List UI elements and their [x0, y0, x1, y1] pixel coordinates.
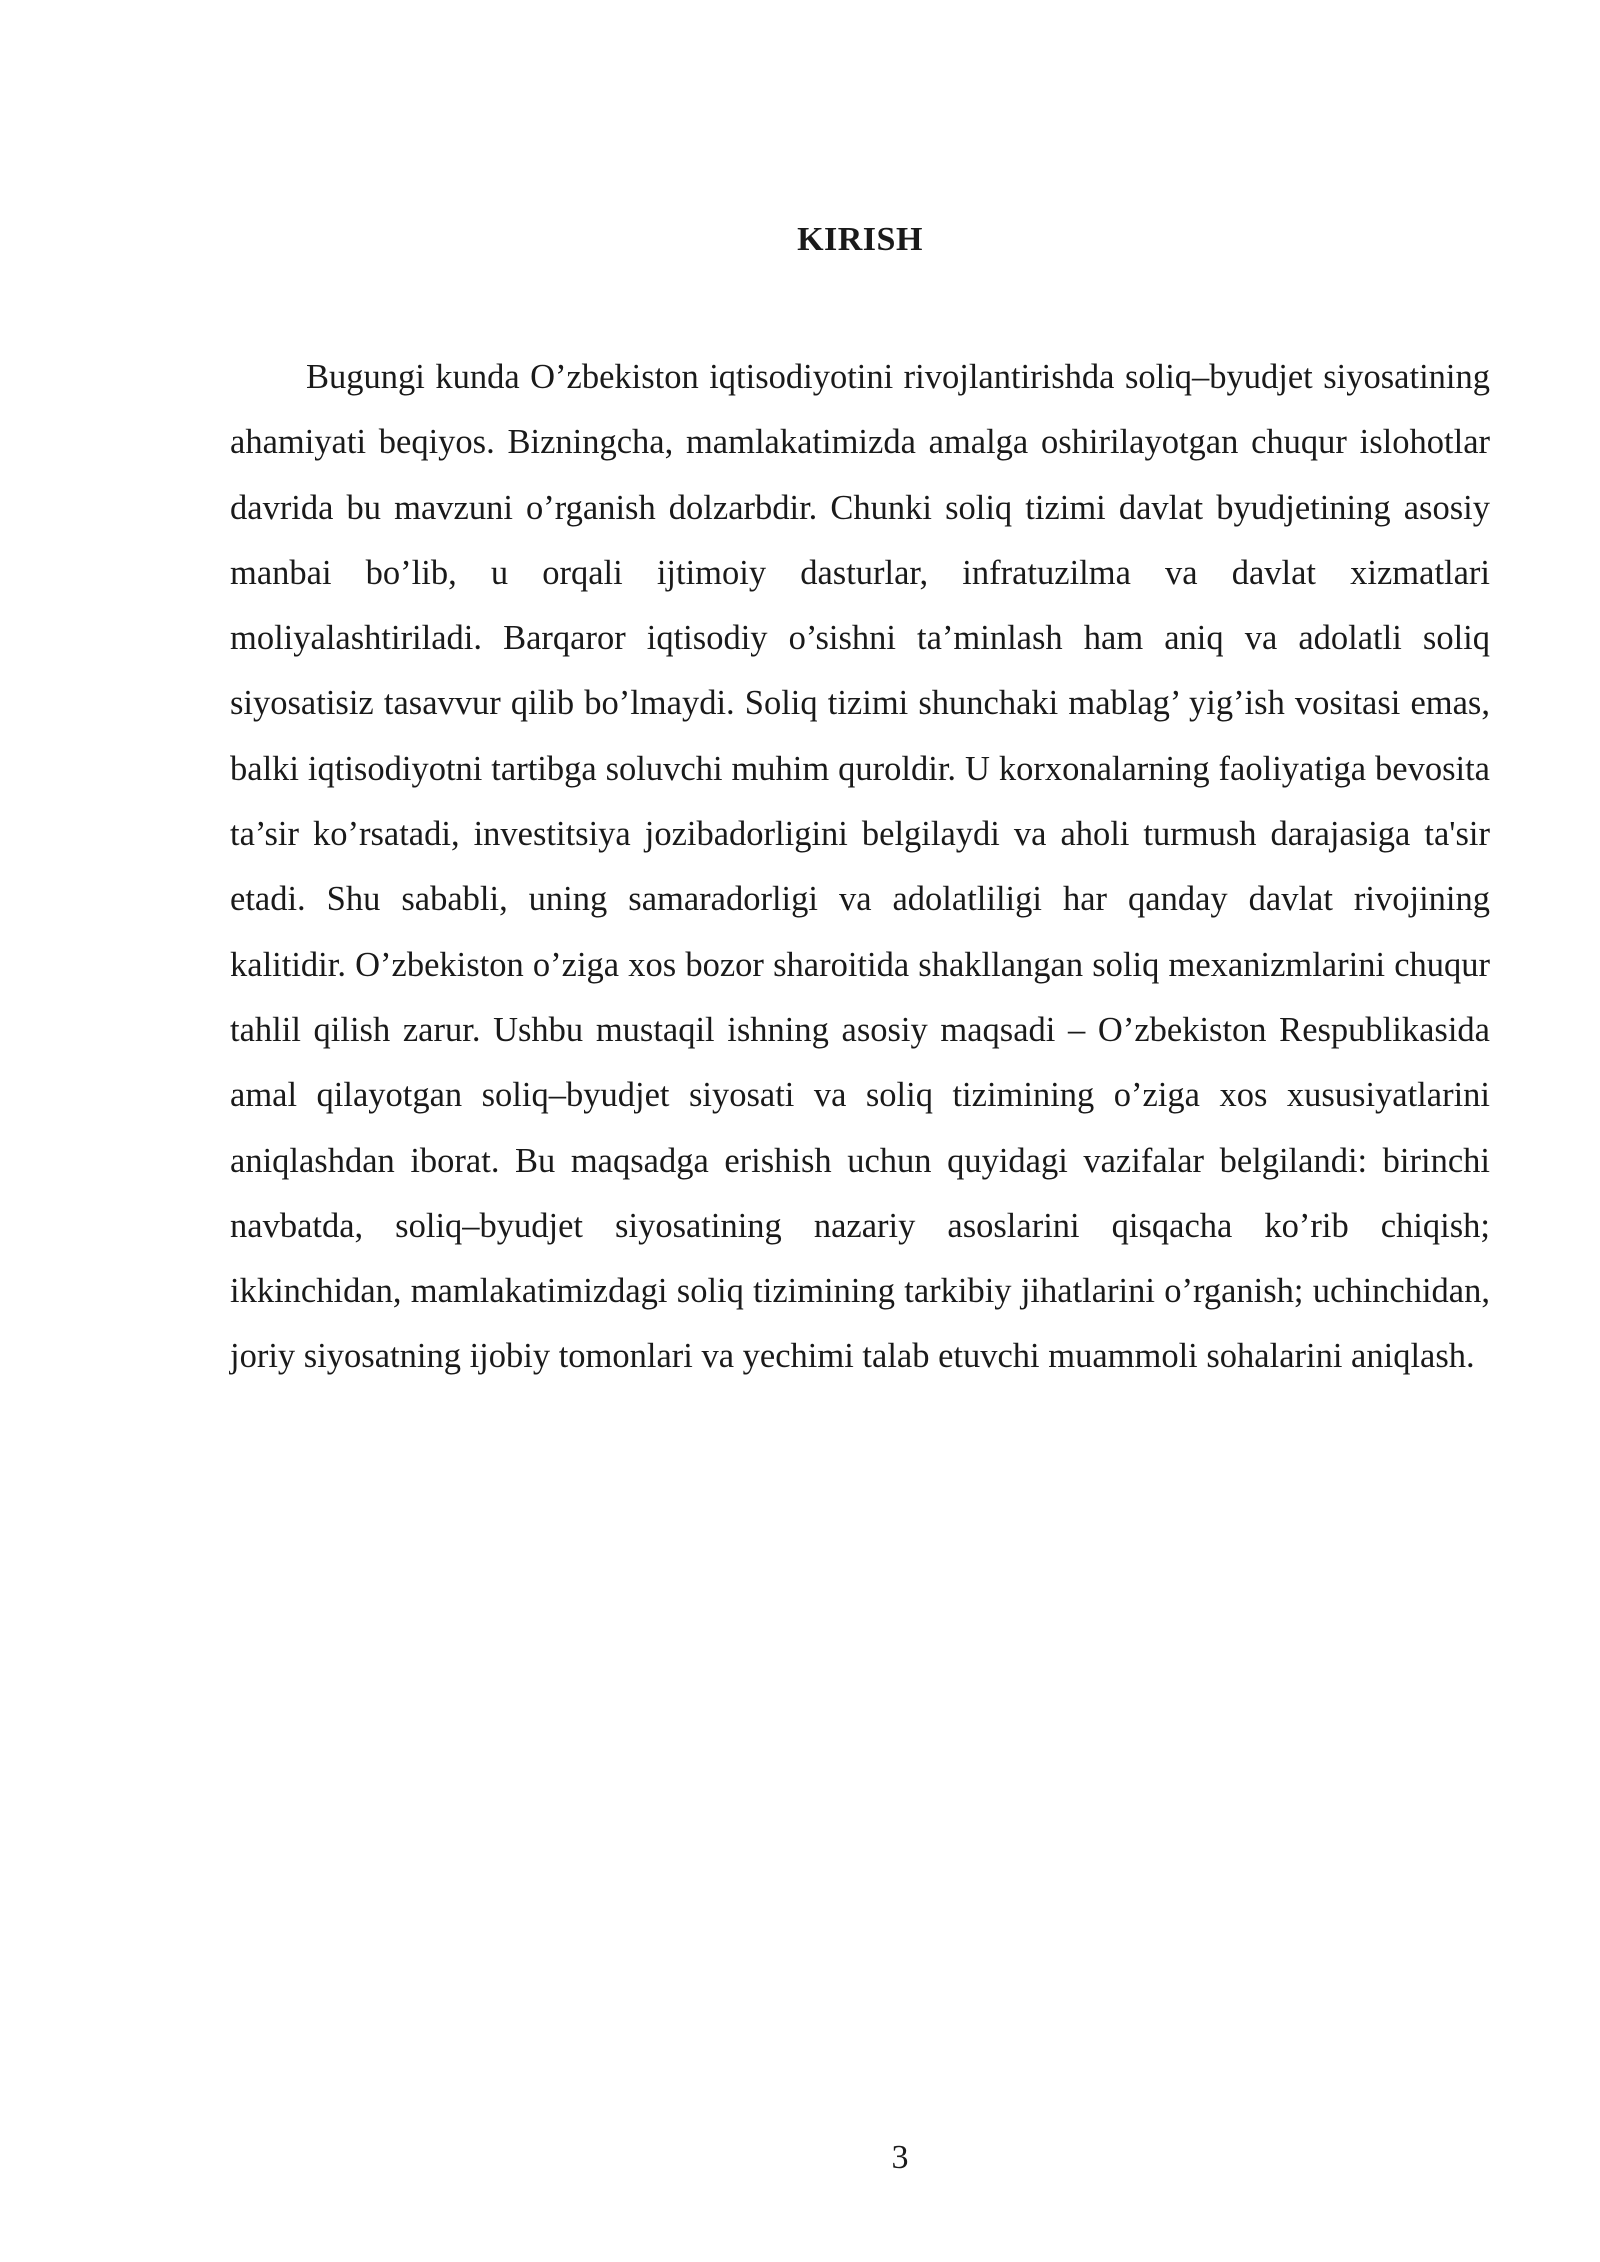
- page-number: 3: [891, 2139, 909, 2176]
- body-paragraph: Bugungi kunda O’zbekiston iqtisodiyotini rivojlantirishda soliq–byudjet siyosatining ahamiyati beqiyos. Bizningcha, mamlakatimizda amalga oshirilayotgan chuqur islohotlar davrida bu mavzuni o’rganish dolzarbdir. Chunki soliq tizimi davlat byudjetining asosiy manbai bo’lib, u orqali ijtimoiy dasturlar, infratuzilma va davlat xizmatlari moliyalashtiriladi. Barqaror iqtisodiy o’sishni ta’minlash ham aniq va adolatli soliq siyosatisiz tasavvur qilib bo’lmaydi. Soliq tizimi shunchaki mablag’ yig’ish vositasi emas, balki iqtisodiyotni tartibga soluvchi muhim quroldir. U korxonalarning faoliyatiga bevosita ta’sir ko’rsatadi, investitsiya jozibadorligini belgilaydi va aholi turmush darajasiga ta'sir etadi. Shu sababli, uning samaradorligi va adolatliligi har qanday davlat rivojining kalitidir. O’zbekiston o’ziga xos bozor sharoitida shakllangan soliq mexanizmlarini chuqur tahlil qilish zarur. Ushbu mustaqil ishning asosiy maqsadi – O’zbekiston Respublikasida amal qilayotgan soliq–byudjet siyosati va soliq tizimining o’ziga xos xususiyatlarini aniqlashdan iborat. Bu maqsadga erishish uchun quyidagi vazifalar belgilandi: birinchi navbatda, soliq–byudjet siyosatining nazariy asoslarini qisqacha ko’rib chiqish; ikkinchidan, mamlakatimizdagi soliq tizimining tarkibiy jihatlarini o’rganish; uchinchidan, joriy siyosatning ijobiy tomonlari va yechimi talab etuvchi muammoli sohalarini aniqlash.: [230, 358, 1490, 1376]
- page-title: KIRISH: [797, 221, 923, 258]
